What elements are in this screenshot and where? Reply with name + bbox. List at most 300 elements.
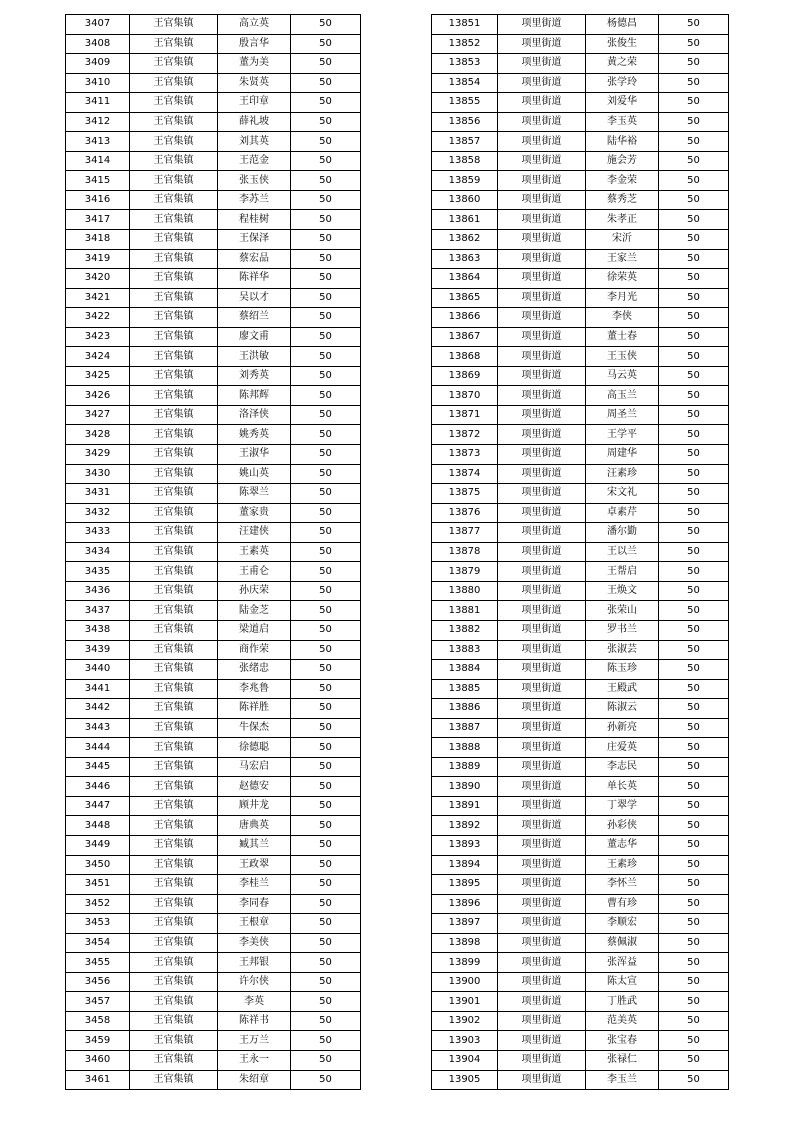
town-cell: 王官集镇	[130, 718, 218, 738]
table-row	[66, 386, 361, 406]
town-cell: 项里街道	[498, 914, 586, 934]
town-cell: 项里街道	[498, 640, 586, 660]
amount-cell: 50	[659, 679, 729, 699]
table-row	[432, 151, 729, 171]
town-cell: 项里街道	[498, 405, 586, 425]
name-cell: 王学平	[586, 425, 659, 445]
name-cell: 蔡绍兰	[218, 308, 291, 328]
serial-number-cell: 3448	[66, 816, 130, 836]
name-cell: 张学玲	[586, 73, 659, 93]
amount-cell: 50	[291, 308, 361, 328]
amount-cell: 50	[291, 269, 361, 289]
serial-number-cell: 13905	[432, 1070, 498, 1090]
amount-cell: 50	[659, 640, 729, 660]
town-cell: 王官集镇	[130, 54, 218, 74]
table-row	[66, 464, 361, 484]
town-cell: 项里街道	[498, 54, 586, 74]
amount-cell: 50	[291, 562, 361, 582]
name-cell: 朱贤英	[218, 73, 291, 93]
amount-cell: 50	[291, 190, 361, 210]
amount-cell: 50	[659, 953, 729, 973]
serial-number-cell: 3415	[66, 171, 130, 191]
amount-cell: 50	[291, 15, 361, 35]
serial-number-cell: 13859	[432, 171, 498, 191]
amount-cell: 50	[659, 699, 729, 719]
town-cell: 项里街道	[498, 249, 586, 269]
serial-number-cell: 13869	[432, 366, 498, 386]
name-cell: 黄之荣	[586, 54, 659, 74]
name-cell: 孙庆荣	[218, 581, 291, 601]
name-cell: 李桂兰	[218, 875, 291, 895]
serial-number-cell: 13897	[432, 914, 498, 934]
table-row	[432, 445, 729, 465]
amount-cell: 50	[291, 777, 361, 797]
table-row	[432, 464, 729, 484]
serial-number-cell: 13853	[432, 54, 498, 74]
serial-number-cell: 3423	[66, 327, 130, 347]
name-cell: 张禄仁	[586, 1050, 659, 1070]
town-cell: 项里街道	[498, 738, 586, 758]
town-cell: 项里街道	[498, 660, 586, 680]
amount-cell: 50	[291, 112, 361, 132]
town-cell: 王官集镇	[130, 190, 218, 210]
table-row	[66, 875, 361, 895]
amount-cell: 50	[659, 93, 729, 113]
serial-number-cell: 3458	[66, 1011, 130, 1031]
town-cell: 王官集镇	[130, 620, 218, 640]
table-row	[432, 288, 729, 308]
table-row	[66, 445, 361, 465]
amount-cell: 50	[291, 601, 361, 621]
amount-cell: 50	[291, 894, 361, 914]
amount-cell: 50	[659, 757, 729, 777]
name-cell: 高玉兰	[586, 386, 659, 406]
table-row	[66, 54, 361, 74]
name-cell: 高立英	[218, 15, 291, 35]
town-cell: 王官集镇	[130, 581, 218, 601]
amount-cell: 50	[659, 542, 729, 562]
town-cell: 王官集镇	[130, 816, 218, 836]
serial-number-cell: 13873	[432, 445, 498, 465]
table-row	[66, 249, 361, 269]
serial-number-cell: 13863	[432, 249, 498, 269]
serial-number-cell: 3432	[66, 503, 130, 523]
name-cell: 张俊生	[586, 34, 659, 54]
table-row	[432, 249, 729, 269]
serial-number-cell: 3457	[66, 992, 130, 1012]
table-row	[66, 269, 361, 289]
name-cell: 孙新亮	[586, 718, 659, 738]
name-cell: 赵德安	[218, 777, 291, 797]
town-cell: 项里街道	[498, 933, 586, 953]
table-row	[66, 405, 361, 425]
table-row	[432, 405, 729, 425]
town-cell: 项里街道	[498, 992, 586, 1012]
serial-number-cell: 3452	[66, 894, 130, 914]
town-cell: 王官集镇	[130, 972, 218, 992]
town-cell: 项里街道	[498, 757, 586, 777]
table-row	[66, 73, 361, 93]
serial-number-cell: 13883	[432, 640, 498, 660]
town-cell: 项里街道	[498, 816, 586, 836]
table-row	[66, 894, 361, 914]
table-row	[66, 581, 361, 601]
table-row	[66, 757, 361, 777]
name-cell: 王永一	[218, 1050, 291, 1070]
amount-cell: 50	[659, 718, 729, 738]
name-cell: 陈祥胜	[218, 699, 291, 719]
amount-cell: 50	[659, 1070, 729, 1090]
amount-cell: 50	[659, 523, 729, 543]
amount-cell: 50	[291, 1050, 361, 1070]
name-cell: 庄爱英	[586, 738, 659, 758]
table-row	[66, 777, 361, 797]
table-row	[432, 914, 729, 934]
table-row	[66, 347, 361, 367]
name-cell: 陆华裕	[586, 132, 659, 152]
table-row	[66, 1011, 361, 1031]
amount-cell: 50	[291, 1070, 361, 1090]
town-cell: 王官集镇	[130, 914, 218, 934]
table-row	[66, 230, 361, 250]
serial-number-cell: 13856	[432, 112, 498, 132]
town-cell: 项里街道	[498, 386, 586, 406]
amount-cell: 50	[659, 777, 729, 797]
amount-cell: 50	[659, 269, 729, 289]
table-row	[66, 562, 361, 582]
table-row	[66, 1031, 361, 1051]
table-row	[66, 132, 361, 152]
name-cell: 刘其英	[218, 132, 291, 152]
serial-number-cell: 3426	[66, 386, 130, 406]
serial-number-cell: 13891	[432, 796, 498, 816]
town-cell: 项里街道	[498, 503, 586, 523]
town-cell: 项里街道	[498, 445, 586, 465]
table-row	[432, 132, 729, 152]
table-row	[66, 1050, 361, 1070]
serial-number-cell: 13881	[432, 601, 498, 621]
name-cell: 程桂树	[218, 210, 291, 230]
table-row	[432, 503, 729, 523]
serial-number-cell: 13865	[432, 288, 498, 308]
amount-cell: 50	[291, 151, 361, 171]
amount-cell: 50	[291, 171, 361, 191]
serial-number-cell: 3451	[66, 875, 130, 895]
table-row	[66, 738, 361, 758]
table-row	[66, 484, 361, 504]
town-cell: 王官集镇	[130, 445, 218, 465]
town-cell: 王官集镇	[130, 405, 218, 425]
table-row	[432, 1031, 729, 1051]
serial-number-cell: 13861	[432, 210, 498, 230]
town-cell: 项里街道	[498, 288, 586, 308]
town-cell: 项里街道	[498, 347, 586, 367]
amount-cell: 50	[291, 855, 361, 875]
table-row	[66, 34, 361, 54]
table-row	[432, 679, 729, 699]
amount-cell: 50	[659, 1011, 729, 1031]
table-row	[432, 484, 729, 504]
serial-number-cell: 3446	[66, 777, 130, 797]
town-cell: 王官集镇	[130, 562, 218, 582]
name-cell: 徐荣英	[586, 269, 659, 289]
serial-number-cell: 3417	[66, 210, 130, 230]
name-cell: 王玉侠	[586, 347, 659, 367]
name-cell: 李月光	[586, 288, 659, 308]
serial-number-cell: 3447	[66, 796, 130, 816]
table-row	[66, 542, 361, 562]
table-row	[432, 699, 729, 719]
name-cell: 范美英	[586, 1011, 659, 1031]
town-cell: 项里街道	[498, 112, 586, 132]
name-cell: 陈翠兰	[218, 484, 291, 504]
table-row	[432, 953, 729, 973]
serial-number-cell: 3441	[66, 679, 130, 699]
name-cell: 牛保杰	[218, 718, 291, 738]
serial-number-cell: 3411	[66, 93, 130, 113]
serial-number-cell: 3416	[66, 190, 130, 210]
amount-cell: 50	[659, 308, 729, 328]
amount-cell: 50	[659, 796, 729, 816]
name-cell: 马宏启	[218, 757, 291, 777]
table-row	[66, 190, 361, 210]
town-cell: 王官集镇	[130, 1050, 218, 1070]
serial-number-cell: 3421	[66, 288, 130, 308]
name-cell: 王万兰	[218, 1031, 291, 1051]
name-cell: 宋文礼	[586, 484, 659, 504]
amount-cell: 50	[659, 249, 729, 269]
table-row	[432, 601, 729, 621]
table-row	[66, 366, 361, 386]
table-row	[432, 894, 729, 914]
amount-cell: 50	[291, 93, 361, 113]
amount-cell: 50	[291, 718, 361, 738]
amount-cell: 50	[659, 914, 729, 934]
name-cell: 陆金芝	[218, 601, 291, 621]
amount-cell: 50	[659, 875, 729, 895]
amount-cell: 50	[291, 73, 361, 93]
serial-number-cell: 3439	[66, 640, 130, 660]
table-row	[432, 210, 729, 230]
table-row	[66, 601, 361, 621]
amount-cell: 50	[291, 405, 361, 425]
town-cell: 王官集镇	[130, 73, 218, 93]
amount-cell: 50	[291, 992, 361, 1012]
town-cell: 项里街道	[498, 718, 586, 738]
serial-number-cell: 13901	[432, 992, 498, 1012]
serial-number-cell: 3434	[66, 542, 130, 562]
amount-cell: 50	[659, 366, 729, 386]
table-row	[66, 1070, 361, 1090]
name-cell: 王帮启	[586, 562, 659, 582]
serial-number-cell: 13874	[432, 464, 498, 484]
table-row	[66, 210, 361, 230]
table-row	[66, 523, 361, 543]
name-cell: 曹有珍	[586, 894, 659, 914]
town-cell: 王官集镇	[130, 132, 218, 152]
town-cell: 王官集镇	[130, 112, 218, 132]
serial-number-cell: 13900	[432, 972, 498, 992]
table-row	[432, 992, 729, 1012]
town-cell: 王官集镇	[130, 503, 218, 523]
serial-number-cell: 13877	[432, 523, 498, 543]
name-cell: 罗书兰	[586, 620, 659, 640]
town-cell: 王官集镇	[130, 288, 218, 308]
town-cell: 项里街道	[498, 796, 586, 816]
town-cell: 王官集镇	[130, 757, 218, 777]
amount-cell: 50	[291, 230, 361, 250]
table-row	[432, 1011, 729, 1031]
table-row	[66, 151, 361, 171]
amount-cell: 50	[659, 190, 729, 210]
town-cell: 项里街道	[498, 230, 586, 250]
serial-number-cell: 13852	[432, 34, 498, 54]
table-row	[432, 875, 729, 895]
name-cell: 蔡秀芝	[586, 190, 659, 210]
serial-number-cell: 3428	[66, 425, 130, 445]
serial-number-cell: 13888	[432, 738, 498, 758]
serial-number-cell: 3409	[66, 54, 130, 74]
name-cell: 董志华	[586, 835, 659, 855]
town-cell: 王官集镇	[130, 347, 218, 367]
serial-number-cell: 13904	[432, 1050, 498, 1070]
table-row	[66, 816, 361, 836]
amount-cell: 50	[291, 425, 361, 445]
amount-cell: 50	[291, 288, 361, 308]
town-cell: 王官集镇	[130, 1031, 218, 1051]
town-cell: 项里街道	[498, 953, 586, 973]
town-cell: 王官集镇	[130, 464, 218, 484]
name-cell: 许尔侠	[218, 972, 291, 992]
amount-cell: 50	[291, 542, 361, 562]
amount-cell: 50	[291, 1011, 361, 1031]
serial-number-cell: 3459	[66, 1031, 130, 1051]
name-cell: 丁胜武	[586, 992, 659, 1012]
table-row	[432, 796, 729, 816]
amount-cell: 50	[291, 835, 361, 855]
serial-number-cell: 13880	[432, 581, 498, 601]
name-cell: 洛泽侠	[218, 405, 291, 425]
town-cell: 王官集镇	[130, 953, 218, 973]
amount-cell: 50	[291, 914, 361, 934]
name-cell: 廖文甫	[218, 327, 291, 347]
name-cell: 陈祥书	[218, 1011, 291, 1031]
town-cell: 项里街道	[498, 327, 586, 347]
amount-cell: 50	[291, 757, 361, 777]
amount-cell: 50	[659, 171, 729, 191]
town-cell: 项里街道	[498, 15, 586, 35]
table-row	[432, 620, 729, 640]
serial-number-cell: 3418	[66, 230, 130, 250]
amount-cell: 50	[659, 445, 729, 465]
serial-number-cell: 13879	[432, 562, 498, 582]
amount-cell: 50	[659, 327, 729, 347]
town-cell: 王官集镇	[130, 679, 218, 699]
table-row	[66, 288, 361, 308]
serial-number-cell: 13893	[432, 835, 498, 855]
serial-number-cell: 13892	[432, 816, 498, 836]
serial-number-cell: 13858	[432, 151, 498, 171]
name-cell: 王以兰	[586, 542, 659, 562]
town-cell: 项里街道	[498, 210, 586, 230]
town-cell: 王官集镇	[130, 269, 218, 289]
town-cell: 王官集镇	[130, 308, 218, 328]
serial-number-cell: 13878	[432, 542, 498, 562]
name-cell: 张绪忠	[218, 660, 291, 680]
amount-cell: 50	[659, 738, 729, 758]
table-row	[66, 503, 361, 523]
name-cell: 王素英	[218, 542, 291, 562]
town-cell: 项里街道	[498, 972, 586, 992]
right-roster-table	[431, 14, 729, 1090]
left-roster-table	[65, 14, 361, 1090]
town-cell: 王官集镇	[130, 933, 218, 953]
name-cell: 刘秀英	[218, 366, 291, 386]
town-cell: 王官集镇	[130, 151, 218, 171]
table-row	[432, 112, 729, 132]
serial-number-cell: 13876	[432, 503, 498, 523]
serial-number-cell: 13898	[432, 933, 498, 953]
amount-cell: 50	[291, 249, 361, 269]
amount-cell: 50	[659, 73, 729, 93]
table-row	[66, 327, 361, 347]
table-row	[432, 835, 729, 855]
table-row	[432, 738, 729, 758]
table-row	[66, 835, 361, 855]
name-cell: 姚山英	[218, 464, 291, 484]
amount-cell: 50	[659, 816, 729, 836]
name-cell: 臧其兰	[218, 835, 291, 855]
amount-cell: 50	[291, 933, 361, 953]
town-cell: 王官集镇	[130, 855, 218, 875]
serial-number-cell: 3440	[66, 660, 130, 680]
name-cell: 唐典英	[218, 816, 291, 836]
amount-cell: 50	[659, 581, 729, 601]
serial-number-cell: 3410	[66, 73, 130, 93]
serial-number-cell: 13875	[432, 484, 498, 504]
amount-cell: 50	[291, 386, 361, 406]
amount-cell: 50	[291, 640, 361, 660]
amount-cell: 50	[659, 112, 729, 132]
town-cell: 项里街道	[498, 581, 586, 601]
left-roster-body	[66, 15, 361, 1090]
name-cell: 薛礼坡	[218, 112, 291, 132]
name-cell: 陈祥华	[218, 269, 291, 289]
serial-number-cell: 13884	[432, 660, 498, 680]
name-cell: 李同春	[218, 894, 291, 914]
name-cell: 蔡宏品	[218, 249, 291, 269]
amount-cell: 50	[291, 816, 361, 836]
name-cell: 张浑益	[586, 953, 659, 973]
name-cell: 张宝春	[586, 1031, 659, 1051]
town-cell: 项里街道	[498, 562, 586, 582]
serial-number-cell: 13857	[432, 132, 498, 152]
serial-number-cell: 3455	[66, 953, 130, 973]
town-cell: 王官集镇	[130, 210, 218, 230]
name-cell: 李英	[218, 992, 291, 1012]
table-row	[432, 660, 729, 680]
town-cell: 王官集镇	[130, 660, 218, 680]
table-row	[66, 660, 361, 680]
serial-number-cell: 13872	[432, 425, 498, 445]
name-cell: 董家贵	[218, 503, 291, 523]
serial-number-cell: 13903	[432, 1031, 498, 1051]
name-cell: 丁翠学	[586, 796, 659, 816]
right-roster-body	[432, 15, 729, 1090]
serial-number-cell: 13902	[432, 1011, 498, 1031]
name-cell: 马云英	[586, 366, 659, 386]
amount-cell: 50	[291, 738, 361, 758]
